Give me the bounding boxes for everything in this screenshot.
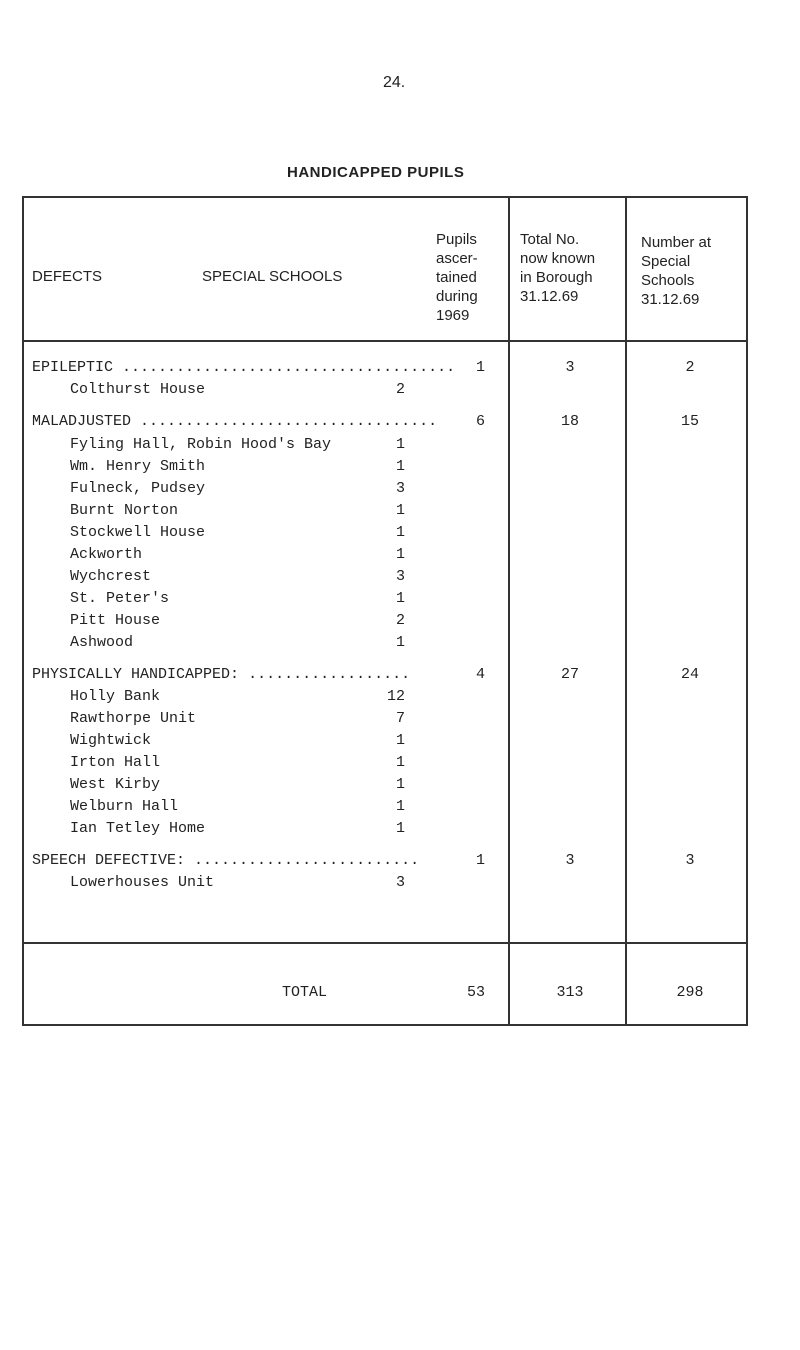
school-name: Wightwick xyxy=(70,732,152,749)
number-value: 15 xyxy=(680,413,699,430)
school-count: 12 xyxy=(386,688,405,705)
school-count: 3 xyxy=(395,480,405,497)
leader-dots: ......................... xyxy=(194,852,420,869)
header-line: tained xyxy=(436,269,477,286)
school-count: 1 xyxy=(395,590,405,607)
handicapped-pupils-table xyxy=(22,196,748,1026)
school-count: 1 xyxy=(395,798,405,815)
header-special-schools: SPECIAL SCHOOLS xyxy=(202,268,343,285)
school-name: Wychcrest xyxy=(70,568,152,585)
total-value: 3 xyxy=(565,852,575,869)
school-name: Burnt Norton xyxy=(70,502,179,519)
header-line: 31.12.69 xyxy=(520,288,579,305)
category-maladjusted xyxy=(32,413,437,431)
school-count: 1 xyxy=(395,436,405,453)
school-count: 2 xyxy=(395,612,405,629)
header-line: Special xyxy=(641,253,691,270)
category-label: SPEECH DEFECTIVE: xyxy=(32,852,186,869)
header-line: 1969 xyxy=(436,307,470,324)
total-at-special-schools: 298 xyxy=(676,984,704,1001)
total-value: 3 xyxy=(565,359,575,376)
school-name: West Kirby xyxy=(70,776,161,793)
category-label: EPILEPTIC xyxy=(32,359,114,376)
header-line: Pupils xyxy=(436,231,477,248)
category-label: MALADJUSTED xyxy=(32,413,132,430)
page-title: HANDICAPPED PUPILS xyxy=(287,164,465,181)
school-name: Ian Tetley Home xyxy=(70,820,206,837)
school-count: 1 xyxy=(395,634,405,651)
column-divider-number xyxy=(625,196,627,1026)
header-line: 31.12.69 xyxy=(641,291,700,308)
header-line: now known xyxy=(520,250,596,267)
school-name: Holly Bank xyxy=(70,688,161,705)
ascertained-value: 6 xyxy=(475,413,485,430)
number-value: 2 xyxy=(685,359,695,376)
page-number: 24. xyxy=(383,74,406,91)
leader-dots: ................................. xyxy=(140,413,438,430)
school-name: Wm. Henry Smith xyxy=(70,458,206,475)
category-epileptic xyxy=(32,359,455,377)
school-name: Colthurst House xyxy=(70,381,206,398)
school-count: 1 xyxy=(395,458,405,475)
school-name: Pitt House xyxy=(70,612,161,629)
header-pupils-ascertained xyxy=(436,230,478,325)
school-name: Ashwood xyxy=(70,634,134,651)
ascertained-value: 4 xyxy=(475,666,485,683)
leader-dots: ..................................... xyxy=(122,359,456,376)
ascertained-value: 1 xyxy=(475,852,485,869)
school-name: Stockwell House xyxy=(70,524,206,541)
category-label: PHYSICALLY HANDICAPPED: xyxy=(32,666,240,683)
school-count: 7 xyxy=(395,710,405,727)
number-value: 24 xyxy=(680,666,699,683)
school-name: Rawthorpe Unit xyxy=(70,710,197,727)
header-line: Number at xyxy=(641,234,712,251)
total-ascertained: 53 xyxy=(466,984,485,1001)
header-line: Schools xyxy=(641,272,695,289)
school-name: St. Peter's xyxy=(70,590,170,607)
school-count: 1 xyxy=(395,502,405,519)
header-defects: DEFECTS xyxy=(32,268,103,285)
school-name: Irton Hall xyxy=(70,754,161,771)
header-line: during xyxy=(436,288,478,305)
total-value: 27 xyxy=(560,666,579,683)
header-line: Total No. xyxy=(520,231,580,248)
category-speech-defective xyxy=(32,852,419,870)
column-divider-total xyxy=(508,196,510,1026)
school-name: Lowerhouses Unit xyxy=(70,874,215,891)
ascertained-value: 1 xyxy=(475,359,485,376)
header-divider xyxy=(22,340,748,342)
header-total-known xyxy=(520,230,595,306)
category-physically-handicapped xyxy=(32,666,410,684)
school-name: Welburn Hall xyxy=(70,798,179,815)
total-value: 18 xyxy=(560,413,579,430)
total-known: 313 xyxy=(556,984,584,1001)
total-label: TOTAL xyxy=(282,984,328,1001)
school-count: 3 xyxy=(395,874,405,891)
total-divider xyxy=(22,942,748,944)
school-count: 1 xyxy=(395,732,405,749)
header-line: ascer- xyxy=(436,250,478,267)
school-count: 1 xyxy=(395,776,405,793)
school-name: Fulneck, Pudsey xyxy=(70,480,206,497)
school-count: 1 xyxy=(395,546,405,563)
school-count: 2 xyxy=(395,381,405,398)
school-count: 1 xyxy=(395,524,405,541)
school-name: Fyling Hall, Robin Hood's Bay xyxy=(70,436,332,453)
school-count: 1 xyxy=(395,820,405,837)
header-line: in Borough xyxy=(520,269,593,286)
school-count: 1 xyxy=(395,754,405,771)
number-value: 3 xyxy=(685,852,695,869)
school-name: Ackworth xyxy=(70,546,143,563)
leader-dots: .................. xyxy=(248,666,411,683)
header-number-at-special-schools xyxy=(641,233,711,309)
school-count: 3 xyxy=(395,568,405,585)
